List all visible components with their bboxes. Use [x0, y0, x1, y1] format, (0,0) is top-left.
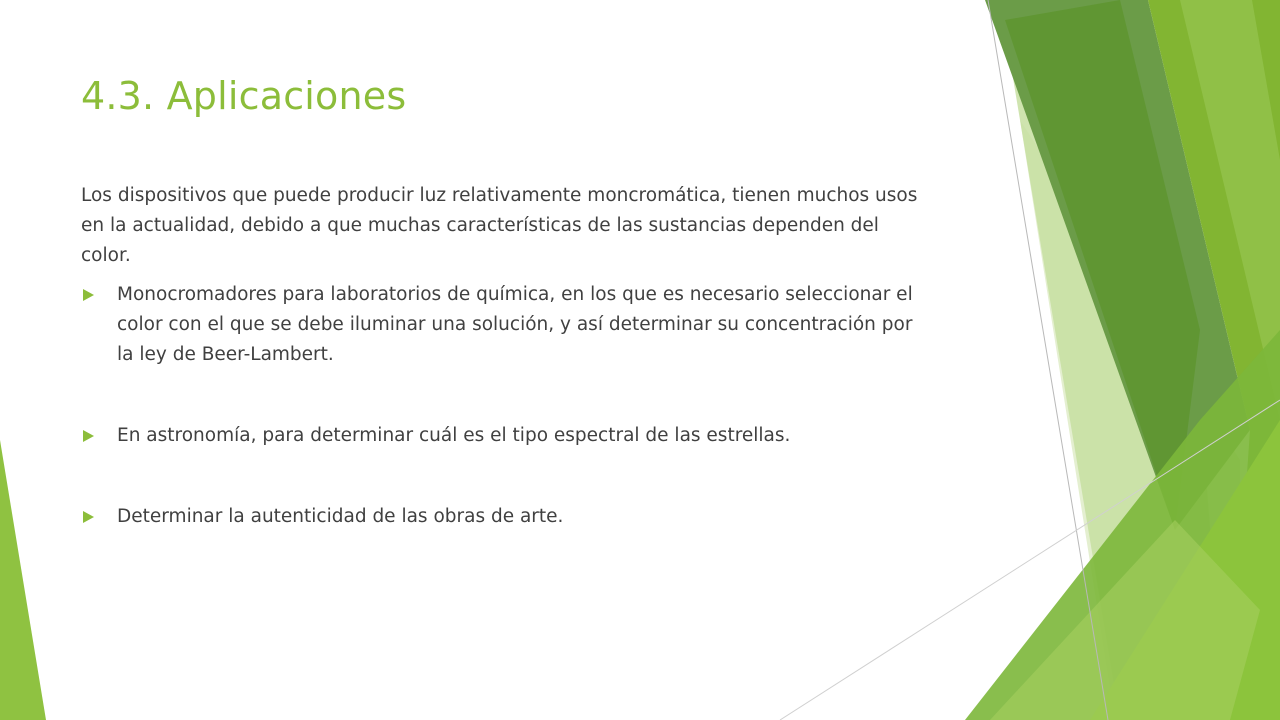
bullet-item [81, 502, 921, 532]
right-arrow-icon [83, 511, 94, 523]
bullet-item [81, 421, 921, 451]
bullet-item [81, 280, 921, 370]
bullet-list [81, 280, 921, 532]
left-green-sliver [0, 440, 46, 720]
right-arrow-icon [83, 289, 94, 301]
slide-title: 4.3. Aplicaciones [81, 74, 407, 118]
bullet-text: Monocromadores para laboratorios de química, en los que es necesario seleccionar el color con el que se debe iluminar una solución, y así determinar su concentración por la ley de Beer-Lambert. [117, 284, 913, 365]
right-arrow-icon [83, 430, 94, 442]
slide-body [81, 181, 921, 532]
bullet-text: En astronomía, para determinar cuál es el tipo espectral de las estrellas. [117, 425, 791, 446]
intro-paragraph: Los dispositivos que puede producir luz relativamente moncromática, tienen muchos usos en la actualidad, debido a que muchas características de las sustancias dependen del color. [81, 185, 918, 266]
bullet-text: Determinar la autenticidad de las obras de arte. [117, 506, 564, 527]
